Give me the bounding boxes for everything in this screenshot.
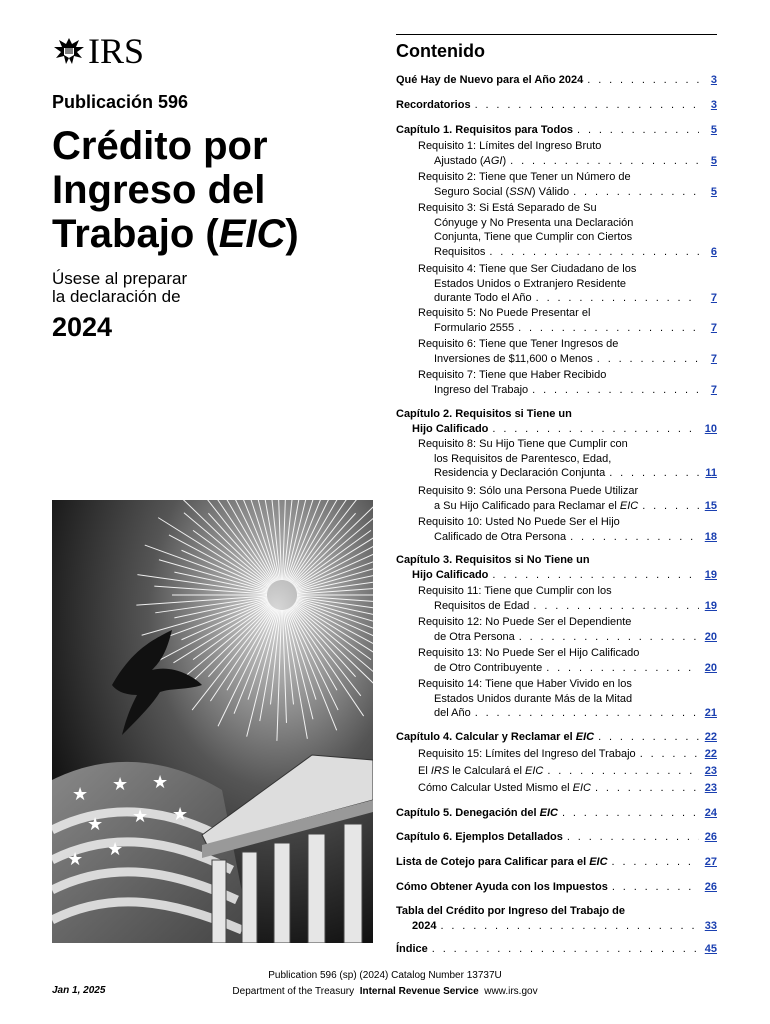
toc-entry-e15[interactable] — [396, 553, 717, 582]
toc-entry-text: Capítulo 6. Ejemplos Detallados — [396, 831, 563, 843]
toc-page-link[interactable]: 19 — [704, 568, 717, 581]
toc-entry-text: 2024 — [412, 919, 437, 932]
toc-page-link[interactable]: 3 — [710, 74, 717, 86]
toc-entry-e22[interactable] — [418, 764, 717, 779]
svg-text:★: ★ — [107, 839, 124, 859]
toc-dot-leader — [475, 98, 699, 113]
toc-entry-text: Requisito 1: Límites del Ingreso Bruto — [418, 140, 602, 152]
toc-page-link[interactable]: 23 — [704, 782, 717, 794]
toc-dot-leader — [533, 599, 699, 614]
toc-entry-text: Capítulo 4. Calcular y Reclamar el EIC — [396, 731, 595, 743]
footer-info — [0, 968, 770, 1000]
toc-entry-e19[interactable] — [418, 677, 717, 721]
svg-text:★: ★ — [87, 814, 104, 834]
toc-entry-text: Cómo Calcular Usted Mismo el EIC — [418, 782, 591, 794]
toc-page-link[interactable]: 26 — [704, 831, 717, 843]
footer-catalog-line: Publication 596 (sp) (2024) Catalog Number 13737U — [268, 970, 502, 981]
svg-text:★: ★ — [172, 804, 189, 824]
tax-year: 2024 — [52, 312, 113, 342]
toc-dot-leader — [597, 352, 699, 367]
footer-date: Jan 1, 2025 — [52, 985, 106, 996]
toc-page-link[interactable]: 6 — [710, 245, 717, 258]
toc-entry-text: Hijo Calificado — [412, 422, 489, 435]
toc-page-link[interactable]: 7 — [710, 292, 717, 304]
toc-page-link[interactable]: 20 — [704, 661, 717, 674]
toc-dot-leader — [612, 880, 699, 895]
toc-dot-leader — [612, 855, 699, 870]
cover-illustration — [52, 500, 373, 943]
toc-page-link[interactable]: 18 — [704, 530, 717, 543]
toc-entry-e21[interactable] — [418, 747, 717, 762]
svg-text:★: ★ — [112, 774, 129, 794]
toc-entry-text: Requisito 13: No Puede Ser el Hijo Calificado — [418, 647, 640, 659]
toc-page-link[interactable]: 19 — [704, 599, 717, 612]
toc-entry-text: Requisitos de Edad — [434, 599, 530, 612]
toc-entry-e23[interactable] — [418, 781, 717, 796]
svg-text:★: ★ — [152, 772, 169, 792]
toc-dot-leader — [489, 245, 699, 260]
toc-dot-leader — [587, 73, 699, 88]
toc-entry-text: Requisito 14: Tiene que Haber Vivido en los — [418, 678, 632, 690]
toc-entry-e26[interactable] — [396, 855, 717, 870]
toc-entry-text: El IRS le Calculará el EIC — [418, 765, 544, 777]
toc-entry-text: Capítulo 3. Requisitos si No Tiene un — [396, 554, 590, 566]
toc-entry-e5[interactable] — [418, 170, 717, 199]
footer-agency-line: Department of the Treasury Internal Revenue Service www.irs.gov — [232, 986, 538, 997]
toc-page-link[interactable]: 23 — [704, 765, 717, 777]
toc-entry-text: Estados Unidos o Extranjero Residente — [434, 277, 626, 290]
toc-entry-text: Capítulo 2. Requisitos si Tiene un — [396, 408, 572, 420]
toc-dot-leader — [510, 154, 699, 169]
toc-entry-e16[interactable] — [418, 584, 717, 613]
toc-page-link[interactable]: 33 — [704, 919, 717, 932]
toc-page-link[interactable]: 22 — [704, 731, 717, 743]
toc-entry-e13[interactable] — [418, 484, 717, 513]
toc-dot-leader — [642, 499, 699, 514]
toc-entry-e8[interactable] — [418, 306, 717, 335]
toc-entry-e10[interactable] — [418, 368, 717, 397]
toc-entry-text: Seguro Social (SSN) Válido — [434, 185, 570, 198]
toc-page-link[interactable]: 27 — [704, 856, 717, 868]
toc-entry-e28[interactable] — [396, 904, 717, 933]
toc-entry-text: Requisito 8: Su Hijo Tiene que Cumplir con — [418, 438, 628, 450]
toc-entry-text: Lista de Cotejo para Calificar para el EIC — [396, 856, 608, 868]
toc-page-link[interactable]: 7 — [710, 352, 717, 365]
toc-entry-text: del Año — [434, 707, 471, 719]
toc-entry-text: Recordatorios — [396, 99, 471, 111]
irs-eagle-logo-icon — [52, 36, 86, 66]
toc-dot-leader — [595, 781, 699, 796]
toc-dot-leader — [577, 123, 699, 138]
toc-entry-e6[interactable] — [418, 201, 717, 259]
toc-entry-e4[interactable] — [418, 139, 717, 168]
toc-entry-text: Conjunta, Tiene que Cumplir con Ciertos — [434, 231, 633, 243]
toc-entry-e7[interactable] — [418, 262, 717, 306]
toc-entry-e12[interactable] — [418, 437, 717, 481]
toc-entry-e20[interactable] — [396, 730, 717, 745]
toc-page-link[interactable]: 7 — [710, 321, 717, 334]
page-title — [52, 124, 299, 256]
toc-dot-leader — [440, 919, 699, 934]
toc-dot-leader — [519, 630, 699, 645]
toc-dot-leader — [640, 747, 699, 762]
toc-entry-text: los Requisitos de Parentesco, Edad, — [434, 452, 612, 465]
toc-entry-text: Capítulo 5. Denegación del EIC — [396, 807, 558, 819]
toc-entry-text: Ingreso del Trabajo — [434, 383, 529, 396]
toc-entry-text: Hijo Calificado — [412, 568, 489, 581]
toc-entry-e27[interactable] — [396, 880, 717, 895]
toc-entry-text: Requisito 5: No Puede Presentar el — [418, 307, 591, 319]
toc-page-link[interactable]: 7 — [710, 383, 717, 396]
toc-entry-e29[interactable] — [396, 942, 717, 957]
toc-page-link[interactable]: 24 — [704, 807, 717, 819]
toc-dot-leader — [492, 422, 699, 437]
toc-page-link[interactable]: 22 — [704, 748, 717, 760]
toc-dot-leader — [567, 830, 699, 845]
toc-entry-text: Requisito 11: Tiene que Cumplir con los — [418, 585, 612, 597]
toc-entry-e17[interactable] — [418, 615, 717, 644]
publication-number: Publicación 596 — [52, 92, 189, 112]
title-eic-italic: EIC — [218, 212, 286, 256]
toc-page-link[interactable]: 5 — [710, 124, 717, 136]
toc-heading: Contenido — [396, 41, 485, 61]
svg-text:★: ★ — [132, 806, 149, 826]
toc-entry-text: Formulario 2555 — [434, 321, 515, 334]
toc-page-link[interactable]: 26 — [704, 881, 717, 893]
toc-entry-text: a Su Hijo Calificado para Reclamar el EIC — [434, 499, 639, 512]
toc-entry-e14[interactable] — [418, 515, 717, 544]
toc-dot-leader — [547, 764, 699, 779]
toc-dot-leader — [432, 942, 699, 957]
toc-page-link[interactable]: 21 — [704, 707, 717, 719]
toc-entry-text: Requisito 15: Límites del Ingreso del Trabajo — [418, 748, 636, 760]
toc-page-link[interactable]: 5 — [710, 154, 717, 167]
title-line-3: Trabajo (EIC) — [52, 212, 299, 256]
toc-entry-text: Estados Unidos durante Más de la Mitad — [434, 692, 633, 705]
toc-dot-leader — [609, 466, 699, 481]
toc-page-link[interactable]: 45 — [704, 943, 717, 955]
toc-entry-text: Requisito 10: Usted No Puede Ser el Hijo — [418, 516, 620, 528]
toc-entry-e25[interactable] — [396, 830, 717, 845]
toc-entry-text: Requisito 6: Tiene que Tener Ingresos de — [418, 338, 619, 350]
toc-entry-e9[interactable] — [418, 337, 717, 366]
toc-entry-text: Tabla del Crédito por Ingreso del Trabajo de — [396, 905, 626, 917]
toc-entry-text: de Otra Persona — [434, 630, 515, 643]
toc-entry-text: Requisito 9: Sólo una Persona Puede Utilizar — [418, 485, 639, 497]
toc-entry-e2[interactable] — [396, 98, 717, 113]
toc-entry-text: Requisitos — [434, 245, 486, 258]
toc-entry-text: de Otro Contribuyente — [434, 661, 543, 674]
toc-page-link[interactable]: 5 — [710, 185, 717, 198]
toc-dot-leader — [598, 730, 699, 745]
toc-dot-leader — [573, 185, 699, 200]
toc-dot-leader — [562, 806, 699, 821]
table-of-contents — [396, 34, 717, 67]
toc-entry-text: durante Todo el Año — [434, 292, 532, 304]
svg-text:★: ★ — [67, 849, 84, 869]
irs-logo — [52, 33, 144, 69]
toc-dot-leader — [492, 568, 699, 583]
toc-entry-e11[interactable] — [396, 407, 717, 436]
toc-entry-text: Requisito 12: No Puede Ser el Dependiente — [418, 616, 632, 628]
toc-entry-text: Requisito 4: Tiene que Ser Ciudadano de los — [418, 263, 637, 275]
toc-entry-text: Cónyuge y No Presenta una Declaración — [434, 216, 634, 229]
toc-entry-text: Calificado de Otra Persona — [434, 530, 567, 543]
toc-page-link[interactable]: 15 — [704, 499, 717, 512]
toc-page-link[interactable]: 10 — [704, 422, 717, 435]
usage-note: Úsese al preparar la declaración de — [52, 269, 188, 306]
toc-entry-text: Residencia y Declaración Conjunta — [434, 467, 606, 479]
toc-entry-text: Ajustado (AGI) — [434, 154, 507, 167]
toc-entry-text: Índice — [396, 943, 428, 955]
toc-dot-leader — [546, 661, 699, 676]
toc-entry-e1[interactable] — [396, 73, 717, 88]
toc-entry-text: Inversiones de $11,600 o Menos — [434, 352, 593, 365]
title-line-2: Ingreso del — [52, 168, 266, 212]
toc-entry-e24[interactable] — [396, 806, 717, 821]
toc-entry-e18[interactable] — [418, 646, 717, 675]
logo-text: IRS — [88, 31, 145, 71]
toc-entry-text: Qué Hay de Nuevo para el Año 2024 — [396, 74, 584, 86]
toc-dot-leader — [532, 383, 699, 398]
toc-entry-text: Capítulo 1. Requisitos para Todos — [396, 124, 574, 136]
toc-page-link[interactable]: 3 — [710, 99, 717, 111]
toc-dot-leader — [570, 530, 699, 545]
toc-entry-text: Requisito 2: Tiene que Tener un Número de — [418, 171, 631, 183]
toc-entry-text: Cómo Obtener Ayuda con los Impuestos — [396, 881, 608, 893]
title-line-1: Crédito por — [52, 124, 268, 168]
toc-page-link[interactable]: 11 — [705, 467, 717, 479]
svg-text:★: ★ — [72, 784, 89, 804]
toc-dot-leader — [536, 291, 699, 306]
toc-entry-e3[interactable] — [396, 123, 717, 138]
toc-page-link[interactable]: 20 — [704, 630, 717, 643]
toc-dot-leader — [475, 706, 699, 721]
toc-entry-text: Requisito 7: Tiene que Haber Recibido — [418, 369, 607, 381]
toc-dot-leader — [518, 321, 699, 336]
toc-entry-text: Requisito 3: Si Está Separado de Su — [418, 202, 597, 214]
